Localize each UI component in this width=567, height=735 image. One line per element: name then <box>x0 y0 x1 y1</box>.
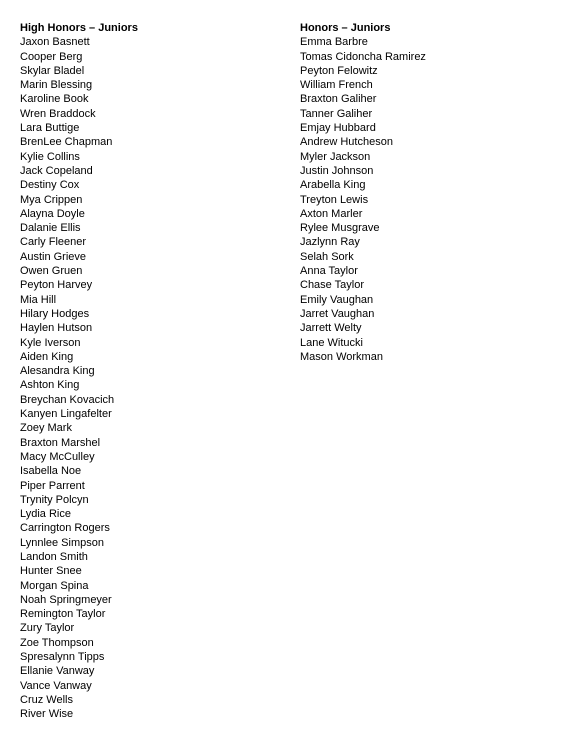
honors-name-list <box>300 35 426 364</box>
student-name: Kanyen Lingafelter <box>20 408 112 421</box>
student-name: Braxton Marshel <box>20 436 101 449</box>
student-name: Spresalynn Tipps <box>20 651 105 664</box>
student-name: Ellanie Vanway <box>20 665 95 678</box>
student-name: Kylie Collins <box>20 150 80 163</box>
student-name: Piper Parrent <box>20 479 85 492</box>
student-name: Morgan Spina <box>20 579 89 592</box>
high-honors-heading: High Honors – Juniors <box>20 22 138 34</box>
student-name: Jarret Vaughan <box>300 307 375 320</box>
student-name: Zury Taylor <box>20 622 75 635</box>
student-name: Marin Blessing <box>20 79 93 92</box>
student-name: Wren Braddock <box>20 107 96 120</box>
student-name: Mason Workman <box>300 350 383 363</box>
student-name: Carly Fleener <box>20 236 87 249</box>
student-name: Cruz Wells <box>20 693 73 706</box>
student-name: Cooper Berg <box>20 50 83 63</box>
student-name: Selah Sork <box>300 250 354 263</box>
student-name: Justin Johnson <box>300 164 374 177</box>
high-honors-name-list <box>20 35 138 721</box>
student-name: Carrington Rogers <box>20 522 110 535</box>
student-name: Macy McCulley <box>20 450 95 463</box>
student-name: Aiden King <box>20 350 74 363</box>
student-name: Ashton King <box>20 379 80 392</box>
student-name: Tanner Galiher <box>300 107 373 120</box>
student-name: Isabella Noe <box>20 465 82 478</box>
student-name: Rylee Musgrave <box>300 222 380 235</box>
student-name: Hilary Hodges <box>20 307 90 320</box>
student-name: Tomas Cidoncha Ramirez <box>300 50 426 63</box>
student-name: Owen Gruen <box>20 265 83 278</box>
student-name: Chase Taylor <box>300 279 364 292</box>
student-name: William French <box>300 79 373 92</box>
student-name: Kyle Iverson <box>20 336 81 349</box>
student-name: Vance Vanway <box>20 679 92 692</box>
student-name: Dalanie Ellis <box>20 222 81 235</box>
student-name: Emma Barbre <box>300 36 368 49</box>
student-name: Myler Jackson <box>300 150 371 163</box>
student-name: Arabella King <box>300 179 366 192</box>
student-name: Andrew Hutcheson <box>300 136 393 149</box>
student-name: Remington Taylor <box>20 608 106 621</box>
honors-heading: Honors – Juniors <box>300 22 391 34</box>
student-name: Jarrett Welty <box>300 322 362 335</box>
student-name: Lara Buttige <box>20 122 80 135</box>
student-name: Austin Grieve <box>20 250 87 263</box>
student-name: Lynnlee Simpson <box>20 536 104 549</box>
student-name: Axton Marler <box>300 207 363 220</box>
student-name: Karoline Book <box>20 93 89 106</box>
student-name: Hunter Snee <box>20 565 82 578</box>
student-name: Lydia Rice <box>20 508 71 521</box>
honors-column <box>300 21 426 364</box>
student-name: River Wise <box>20 708 74 721</box>
student-name: BrenLee Chapman <box>20 136 113 149</box>
student-name: Alesandra King <box>20 365 95 378</box>
student-name: Jaxon Basnett <box>20 36 90 49</box>
student-name: Destiny Cox <box>20 179 80 192</box>
student-name: Treyton Lewis <box>300 193 369 206</box>
student-name: Noah Springmeyer <box>20 593 112 606</box>
student-name: Jazlynn Ray <box>300 236 360 249</box>
student-name: Zoey Mark <box>20 422 72 435</box>
student-name: Peyton Harvey <box>20 279 93 292</box>
student-name: Mia Hill <box>20 293 57 306</box>
student-name: Haylen Hutson <box>20 322 93 335</box>
student-name: Lane Witucki <box>300 336 363 349</box>
student-name: Breychan Kovacich <box>20 393 115 406</box>
student-name: Emily Vaughan <box>300 293 374 306</box>
student-name: Alayna Doyle <box>20 207 85 220</box>
high-honors-column <box>20 21 138 722</box>
student-name: Jack Copeland <box>20 164 93 177</box>
student-name: Peyton Felowitz <box>300 64 378 77</box>
student-name: Trynity Polcyn <box>20 493 89 506</box>
student-name: Braxton Galiher <box>300 93 377 106</box>
student-name: Zoe Thompson <box>20 636 94 649</box>
student-name: Emjay Hubbard <box>300 122 376 135</box>
student-name: Mya Crippen <box>20 193 83 206</box>
student-name: Anna Taylor <box>300 265 358 278</box>
student-name: Landon Smith <box>20 550 88 563</box>
student-name: Skylar Bladel <box>20 64 85 77</box>
